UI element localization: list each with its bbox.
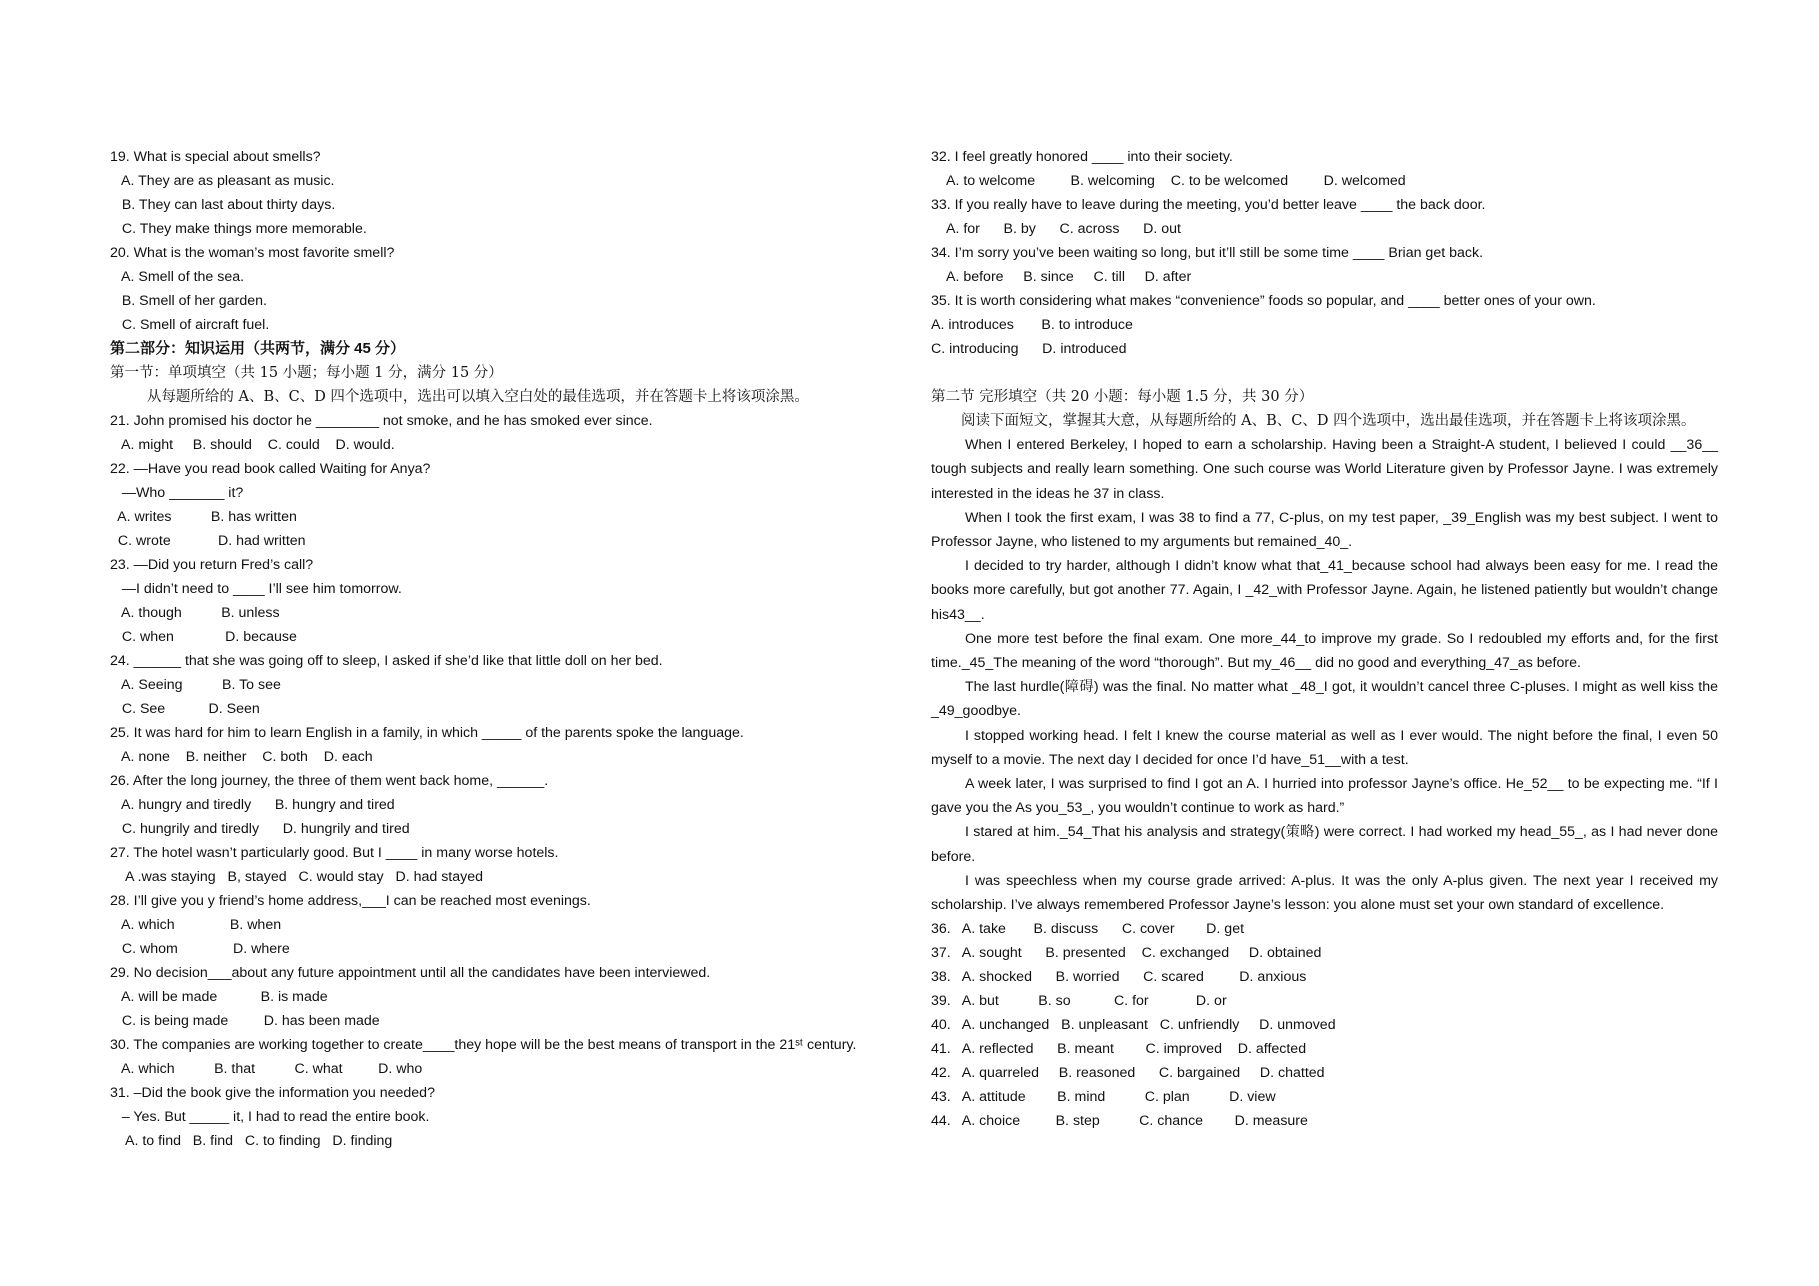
- question-line: 35. It is worth considering what makes “convenience” foods so popular, and ____ better ones of your own.: [931, 293, 1596, 309]
- section2-instruction: 阅读下面短文，掌握其大意，从每题所给的 A、B、C、D 四个选项中，选出最佳选项，并在答题卡上将该项涂黑。: [961, 413, 1696, 429]
- question-line: C. See D. Seen: [110, 701, 260, 717]
- right-column: [931, 145, 1718, 1133]
- question-line: A. which B. when: [110, 917, 282, 933]
- question-line: A. to find B. find C. to finding D. finding: [110, 1133, 393, 1149]
- section1-instruction: 从每题所给的 A、B、C、D 四个选项中，选出可以填入空白处的最佳选项，并在答题卡上将该项涂黑。: [110, 389, 809, 405]
- question-line: C. hungrily and tiredly D. hungrily and tired: [110, 821, 410, 837]
- option-line: 40. A. unchanged B. unpleasant C. unfriendly D. unmoved: [931, 1017, 1336, 1034]
- option-line: 43. A. attitude B. mind C. plan D. view: [931, 1089, 1276, 1106]
- question-line: A. Seeing B. To see: [110, 677, 281, 693]
- question-line: 19. What is special about smells?: [110, 149, 321, 165]
- passage-paragraph: When I took the first exam, I was 38 to find a 77, C-plus, on my test paper, _39_English was my best subject. I went to Professor Jayne, who listened to my arguments but remained_40_.: [931, 509, 1718, 551]
- passage-paragraph: A week later, I was surprised to find I got an A. I hurried into professor Jayne’s office. He_52__ to be expecting me. “If I gave you the As you_53_, you wouldn’t continue to work as hard.”: [931, 776, 1718, 817]
- question-line: A .was staying B, stayed C. would stay D. had stayed: [110, 869, 483, 885]
- question-line: 25. It was hard for him to learn English in a family, in which _____ of the parents spoke the language.: [110, 725, 744, 741]
- question-line: C. introducing D. introduced: [931, 341, 1127, 357]
- question-line: 34. I’m sorry you’ve been waiting so long, but it’ll still be some time ____ Brian get back.: [931, 245, 1484, 261]
- blank-line: [931, 361, 1718, 385]
- question-line: A. none B. neither C. both D. each: [110, 749, 373, 765]
- question-line: C. wrote D. had written: [110, 533, 306, 549]
- question-line: A. They are as pleasant as music.: [110, 173, 335, 189]
- question-line: A. hungry and tiredly B. hungry and tired: [110, 797, 395, 813]
- single-choice-questions: [110, 409, 910, 1153]
- option-line: 42. A. quarreled B. reasoned C. bargained D. chatted: [931, 1065, 1325, 1082]
- single-choice-questions-continued: [931, 145, 1718, 361]
- passage-paragraph: One more test before the final exam. One more_44_to improve my grade. So I redoubled my efforts and, for the first time._45_The meaning of the word “thorough”. But my_46__ did no good and everything_47_as before.: [931, 630, 1718, 672]
- question-line: B. They can last about thirty days.: [110, 197, 336, 213]
- question-line: 22. —Have you read book called Waiting for Anya?: [110, 461, 431, 477]
- question-line: A. will be made B. is made: [110, 989, 328, 1005]
- question-line: B. Smell of her garden.: [110, 293, 267, 309]
- question-line: 21. John promised his doctor he ________ not smoke, and he has smoked ever since.: [110, 413, 653, 429]
- cloze-passage: [931, 433, 1718, 917]
- question-line: 32. I feel greatly honored ____ into their society.: [931, 149, 1233, 165]
- listening-questions: [110, 145, 910, 337]
- question-line: A. for B. by C. across D. out: [931, 221, 1181, 237]
- question-line: 33. If you really have to leave during the meeting, you’d better leave ____ the back door.: [931, 197, 1486, 213]
- question-line: 31. –Did the book give the information you needed?: [110, 1085, 435, 1101]
- question-line: 20. What is the woman’s most favorite smell?: [110, 245, 395, 261]
- question-line: C. is being made D. has been made: [110, 1013, 380, 1029]
- question-line: —Who _______ it?: [110, 485, 244, 501]
- cloze-options: [931, 917, 1718, 1133]
- passage-paragraph: I stopped working head. I felt I knew the course material as well as I ever would. The night before the final, I even 50 myself to a movie. The next day I decided for once I’d have_51__with a test.: [931, 727, 1718, 768]
- option-line: 39. A. but B. so C. for D. or: [931, 993, 1227, 1010]
- question-line: A. introduces B. to introduce: [931, 317, 1133, 333]
- part2-heading: 第二部分：知识运用（共两节，满分 45 分）: [110, 340, 406, 357]
- option-line: 41. A. reflected B. meant C. improved D. affected: [931, 1041, 1307, 1058]
- question-line: 24. ______ that she was going off to sleep, I asked if she’d like that little doll on her bed.: [110, 653, 663, 669]
- passage-paragraph: When I entered Berkeley, I hoped to earn a scholarship. Having been a Straight-A student, I believed I could __36__ tough subjects and really learn something. One such course was World Literature given by Professor Jayne. I was extremely interested in the ideas he 37 in class.: [931, 437, 1718, 502]
- question-line: – Yes. But _____ it, I had to read the entire book.: [110, 1109, 430, 1125]
- question-line: 28. I’ll give you y friend’s home address,___I can be reached most evenings.: [110, 893, 591, 909]
- passage-paragraph: I was speechless when my course grade arrived: A-plus. It was the only A-plus given. The next year I received my scholarship. I’ve always remembered Professor Jayne’s lesson: you alone must set your own standard of excellence.: [931, 872, 1718, 914]
- question-line: 27. The hotel wasn’t particularly good. But I ____ in many worse hotels.: [110, 845, 559, 861]
- option-line: 36. A. take B. discuss C. cover D. get: [931, 921, 1245, 938]
- option-line: 37. A. sought B. presented C. exchanged D. obtained: [931, 945, 1322, 962]
- question-line: 29. No decision___about any future appointment until all the candidates have been interviewed.: [110, 965, 711, 981]
- question-line: 30. The companies are working together to create____they hope will be the best means of transport in the 21ˢᵗ century.: [110, 1037, 857, 1053]
- question-line: C. whom D. where: [110, 941, 290, 957]
- left-column: [110, 145, 910, 1153]
- section1-heading: 第一节：单项填空（共 15 小题；每小题 1 分，满分 15 分）: [110, 365, 503, 381]
- question-line: C. They make things more memorable.: [110, 221, 367, 237]
- passage-paragraph: I decided to try harder, although I didn’t know what that_41_because school had always been easy for me. I read the books more carefully, but got another 77. Again, I _42_with Professor Jayne. Again, he listened patiently but wouldn’t change his43__.: [931, 558, 1718, 623]
- question-line: A. might B. should C. could D. would.: [110, 437, 395, 453]
- question-line: 23. —Did you return Fred’s call?: [110, 557, 314, 573]
- passage-paragraph: I stared at him._54_That his analysis and strategy(策略) were correct. I had worked my head_55_, as I had never done before.: [931, 824, 1718, 865]
- question-line: A. writes B. has written: [110, 509, 297, 525]
- question-line: —I didn’t need to ____ I’ll see him tomorrow.: [110, 581, 402, 597]
- question-line: A. though B. unless: [110, 605, 280, 621]
- question-line: C. when D. because: [110, 629, 297, 645]
- section2-heading: 第二节 完形填空（共 20 小题：每小题 1.5 分，共 30 分）: [931, 389, 1314, 405]
- option-line: 44. A. choice B. step C. chance D. measure: [931, 1113, 1308, 1130]
- question-line: A. which B. that C. what D. who: [110, 1061, 423, 1077]
- question-line: 26. After the long journey, the three of them went back home, ______.: [110, 773, 549, 789]
- option-line: 38. A. shocked B. worried C. scared D. anxious: [931, 969, 1307, 986]
- question-line: A. before B. since C. till D. after: [931, 269, 1192, 285]
- question-line: C. Smell of aircraft fuel.: [110, 317, 270, 333]
- question-line: A. to welcome B. welcoming C. to be welcomed D. welcomed: [931, 173, 1406, 189]
- passage-paragraph: The last hurdle(障碍) was the final. No matter what _48_I got, it wouldn’t cancel three C-pluses. I might as well kiss the _49_goodbye.: [931, 679, 1718, 720]
- question-line: A. Smell of the sea.: [110, 269, 245, 285]
